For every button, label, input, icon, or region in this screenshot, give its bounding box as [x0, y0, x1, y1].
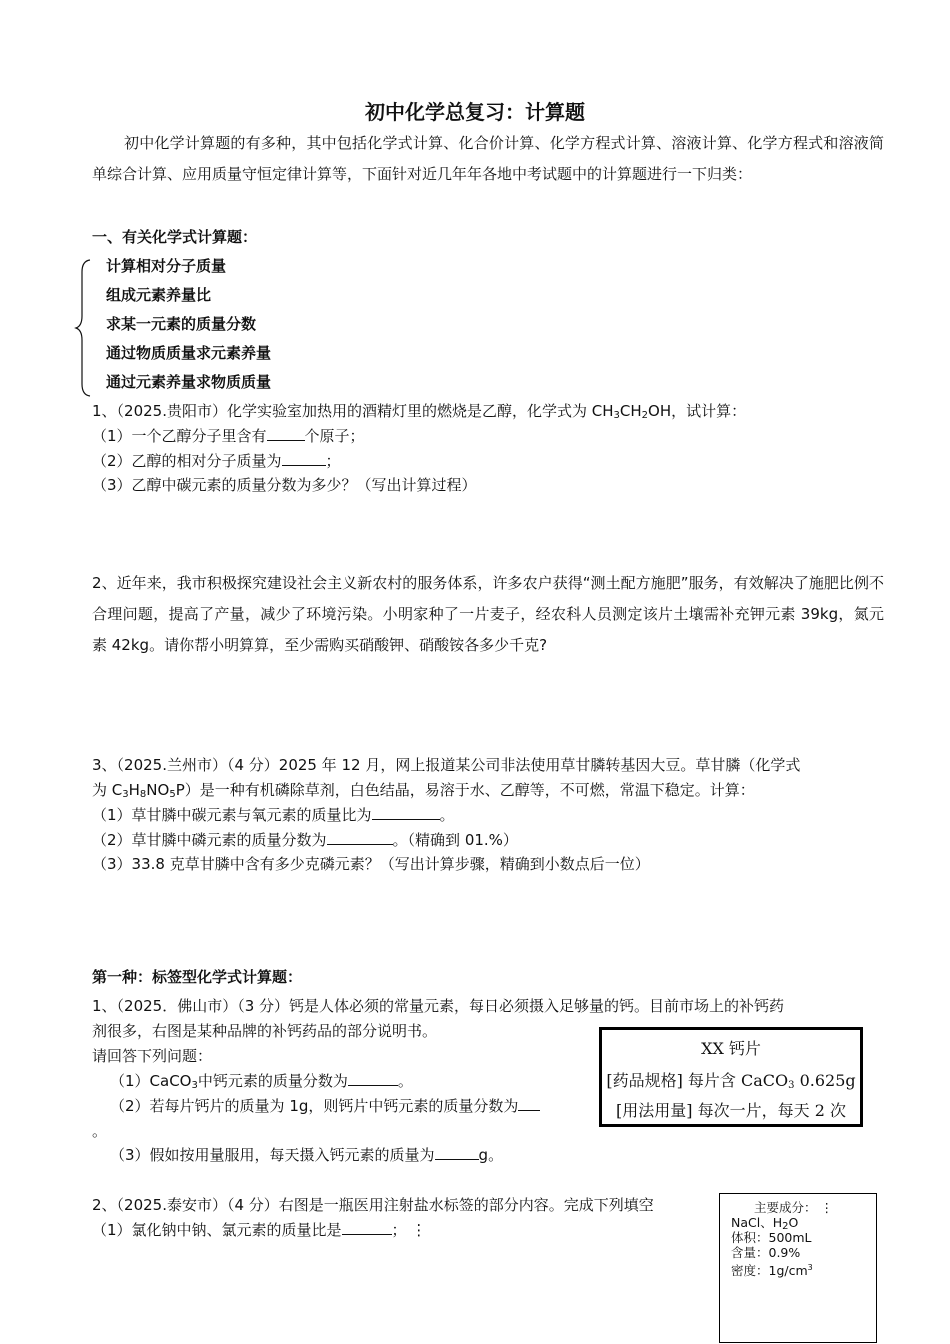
answer-blank[interactable]	[267, 425, 305, 441]
intro-paragraph: 初中化学计算题的有多种，其中包括化学式计算、化合价计算、化学方程式计算、溶液计算、化学方程式和溶液简单综合计算、应用质量守恒定律计算等，下面针对近几年年各地中考试题中的计算题进行一下归类：	[92, 134, 884, 183]
curly-brace-icon	[74, 258, 104, 398]
label-volume: 体积：500mL	[731, 1230, 812, 1245]
page-title: 初中化学总复习：计算题	[365, 100, 585, 124]
question-2-text: 2、近年来，我市积极探究建设社会主义新农村的服务体系，许多农户获得“测土配方施肥”服务，有效解决了施肥比例不合理问题，提高了产量，减少了环境污染。小明家种了一片麦子，经农科人员测定该片土壤需补充钾元素 39kg，氮元素 42kg。请你帮小明算算，至少需购买硝酸钾、硝酸铵各多少千克?	[92, 574, 884, 654]
question-5-line-1: 2、（2025.泰安市）（4 分）右图是一瓶医用注射盐水标签的部分内容。完成下列填空	[92, 1196, 654, 1214]
question-4-line-1: 1、（2025．佛山市）（3 分）钙是人体必须的常量元素，每日必须摄入足够量的钙。目前市场上的补钙药	[92, 997, 785, 1015]
label-usage: [用法用量] 每次一片，每天 2 次	[616, 1101, 846, 1120]
question-4-line-2: 剂很多，右图是某种品牌的补钙药品的部分说明书。	[92, 1022, 438, 1040]
label-concentration: 含量：0.9%	[731, 1245, 801, 1260]
calcium-tablet-label	[599, 1027, 863, 1127]
question-1-part-1: （1）一个乙醇分子里含有 个原子；	[92, 427, 365, 445]
section-1-heading: 一、有关化学式计算题：	[92, 228, 258, 246]
answer-blank[interactable]	[327, 829, 393, 845]
formula-calc-item: 通过元素养量求物质质量	[106, 373, 272, 391]
question-3-part-2: （2）草甘膦中磷元素的质量分数为 。（精确到 01.%）	[92, 831, 518, 849]
answer-blank[interactable]	[372, 804, 440, 820]
question-3-line-2: 为 $C_3H_8NO_5P$）是一种有机磷除草剂，白色结晶，易溶于水、乙醇等，不可燃，常温下稳定。计算：	[92, 781, 755, 800]
question-4-line-3: 请回答下列问题：	[92, 1047, 213, 1065]
question-1-part-2: （2）乙醇的相对分子质量为 ；	[92, 452, 341, 470]
saline-bottle-label	[719, 1193, 877, 1343]
question-3-part-1: （1）草甘膦中碳元素与氧元素的质量比为 。	[92, 806, 455, 824]
question-4-part-1: （1）CaCO$_3$中钙元素的质量分数为 。	[110, 1072, 413, 1091]
question-3-line-1: 3、（2025.兰州市）（4 分）2025 年 12 月，网上报道某公司非法使用草甘膦转基因大豆。草甘膦（化学式	[92, 756, 801, 774]
question-5-part-1: （1）氯化钠中钠、氯元素的质量比是 ； ⋮	[92, 1221, 427, 1239]
label-ingredients: NaCl、$H_2O$	[731, 1215, 799, 1232]
question-4-part-2: （2）若每片钙片的质量为 1g，则钙片中钙元素的质量分数为	[110, 1095, 540, 1116]
question-1-part-3: （3）乙醇中碳元素的质量分数为多少？（写出计算过程）	[92, 476, 477, 494]
answer-blank[interactable]	[518, 1095, 540, 1111]
answer-blank[interactable]	[348, 1070, 398, 1086]
answer-blank[interactable]	[435, 1144, 479, 1160]
answer-blank[interactable]	[342, 1219, 392, 1235]
formula-calc-item: 组成元素养量比	[106, 286, 212, 304]
question-4-part-2-end: 。	[92, 1122, 108, 1140]
label-product-name: XX 钙片	[701, 1039, 761, 1058]
formula-calc-item: 求某一元素的质量分数	[106, 315, 257, 333]
label-main-ingredients: 主要成分： ⋮	[754, 1200, 833, 1215]
label-spec: [药品规格] 每片含 CaCO$_3$ 0.625g	[606, 1071, 856, 1091]
section-2-heading: 第一种：标签型化学式计算题：	[92, 968, 303, 986]
question-3-part-3: （3）33.8 克草甘膦中含有多少克磷元素？（写出计算步骤，精确到小数点后一位）	[92, 855, 650, 873]
formula-calc-item: 计算相对分子质量	[106, 257, 227, 275]
question-4-part-3: （3）假如按用量服用，每天摄入钙元素的质量为 g。	[110, 1146, 504, 1164]
formula-calc-item: 通过物质质量求元素养量	[106, 344, 272, 362]
question-1-stem: 1、（2025.贵阳市）化学实验室加热用的酒精灯里的燃烧是乙醇，化学式为 $CH_3CH_2OH$，试计算：	[92, 402, 747, 421]
label-density: 密度：$1g/cm^3$	[731, 1263, 813, 1279]
answer-blank[interactable]	[282, 450, 326, 466]
